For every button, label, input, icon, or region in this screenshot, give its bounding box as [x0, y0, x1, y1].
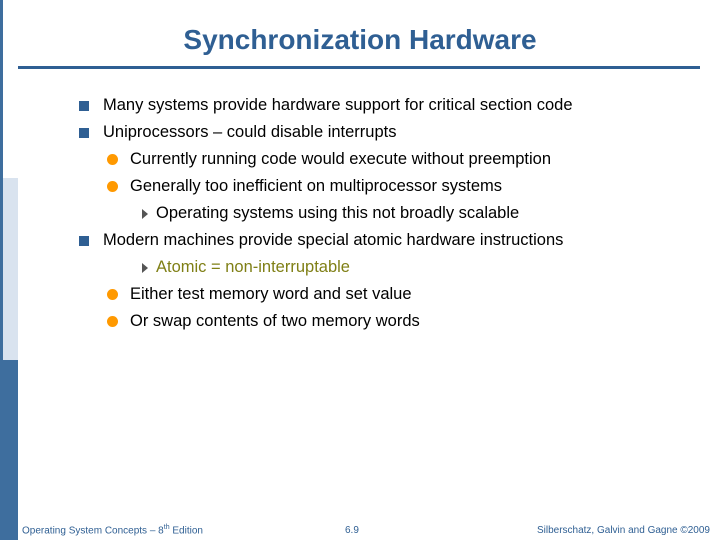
circle-bullet-icon: [107, 316, 118, 327]
footer-book-suffix: Edition: [169, 525, 203, 536]
triangle-bullet-icon: [142, 263, 148, 273]
bullet-text: Uniprocessors – could disable interrupts: [103, 123, 397, 141]
bullet-item: [107, 150, 551, 169]
footer-book-sup: th: [163, 523, 170, 531]
circle-bullet-icon: [107, 154, 118, 165]
bullet-text: Or swap contents of two memory words: [130, 312, 420, 330]
bullet-text: Operating systems using this not broadly scalable: [156, 204, 520, 222]
bullet-text: Many systems provide hardware support for critical section code: [103, 96, 573, 114]
bullet-text: Currently running code would execute without preemption: [130, 150, 551, 168]
bullet-item: [79, 123, 396, 142]
footer-book-prefix: Operating System Concepts – 8: [22, 525, 164, 536]
bullet-item: [107, 312, 420, 331]
circle-bullet-icon: [107, 289, 118, 300]
bullet-item: [142, 258, 350, 277]
bullet-text: Either test memory word and set value: [130, 285, 412, 303]
triangle-bullet-icon: [142, 209, 148, 219]
circle-bullet-icon: [107, 181, 118, 192]
bullet-text: Atomic = non-interruptable: [156, 258, 350, 276]
footer-copyright: Silberschatz, Galvin and Gagne ©2009: [536, 525, 710, 536]
bullet-item: [79, 231, 563, 250]
title-underline: [18, 66, 700, 69]
bullet-item: [142, 204, 519, 223]
square-bullet-icon: [79, 236, 89, 246]
bullet-item: [79, 96, 573, 115]
footer-book-title: [22, 524, 203, 536]
footer-page-number: 6.9: [345, 525, 359, 536]
bullet-text: Generally too inefficient on multiprocessor systems: [130, 177, 503, 195]
sidebar-line: [0, 0, 3, 540]
square-bullet-icon: [79, 128, 89, 138]
slide-title: Synchronization Hardware: [183, 24, 537, 55]
bullet-text: Modern machines provide special atomic hardware instructions: [103, 231, 564, 249]
bullet-item: [107, 285, 412, 304]
square-bullet-icon: [79, 101, 89, 111]
bullet-item: [107, 177, 502, 196]
